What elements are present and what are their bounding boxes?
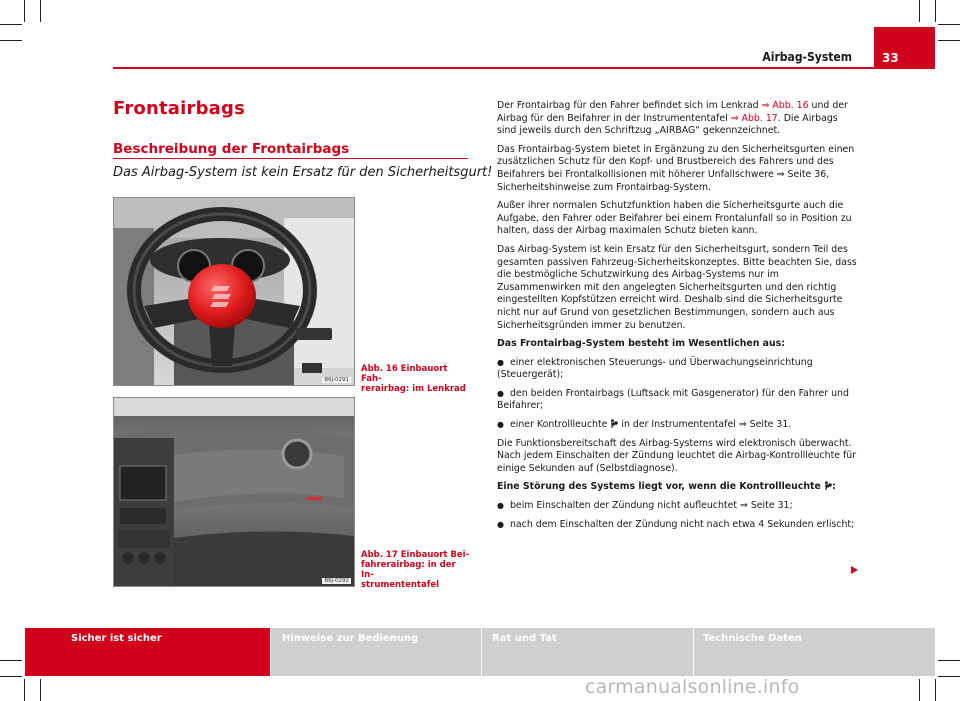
section-heading: Frontairbags — [113, 98, 246, 119]
caption-line: Abb. 17 Einbauort Bei- — [361, 550, 470, 560]
crop-mark — [0, 24, 22, 25]
crop-mark — [0, 40, 22, 41]
subsection-rule — [113, 158, 468, 159]
paragraph: Die Funktionsbereitschaft des Airbag-Systems wird elektronisch überwacht. Nach jedem Einschalten der Zündung leuchtet die Airbag-Kontrollleuchte für einige Sekunden auf (Selbstdiagnose). — [497, 437, 857, 474]
paragraph: Der Frontairbag für den Fahrer befindet sich im Lenkrad ⇒ Abb. 16 und der Airbag für den Beifahrer in der Instrumententafel ⇒ Abb. 17. Die Airbags sind jeweils durch den Schriftzug „AIRBAG“ gekennzeichnet. — [497, 100, 848, 137]
crop-mark — [938, 660, 960, 661]
figure-code: B6J-0291 — [324, 377, 349, 383]
figure-reference-link[interactable]: ⇒ Abb. 16 — [761, 100, 809, 111]
crop-mark — [40, 679, 41, 701]
figure-passenger-airbag — [113, 397, 355, 587]
header-rule — [113, 67, 935, 69]
bullet-item: ● einer elektronischen Steuerungs- und Überwachungseinrichtung (Steuergerät); — [497, 357, 857, 382]
crop-mark — [40, 0, 41, 22]
airbag-warning-icon — [824, 481, 832, 490]
figure-driver-airbag — [113, 197, 355, 386]
paragraph: Außer ihrer normalen Schutzfunktion haben die Sicherheitsgurte auch die Aufgabe, den Fahrer oder Beifahrer bei einem Frontalunfall so in Position zu halten, dass der Airbag maximalen Schutz bieten kann. — [497, 200, 852, 237]
page-number: 33 — [882, 51, 899, 65]
paragraph: Das Airbag-System ist kein Ersatz für den Sicherheitsgurt, sondern Teil des gesamten passiven Fahrzeug-Sicherheitskonzeptes. Bitte beachten Sie, dass die bestmögliche Schutzwirkung des Airbag-Systems nur im Zusammenwirken mit den angelegten Sicherheitsgurten und den richtig eingestellten Kopfstützen erreicht wird. Deshalb sind die Sicherheitsgurte nicht nur auf Grund von gesetzlichen Bestimmungen, sondern auch aus Sicherheitsgründen immer zu benutzen. — [497, 243, 857, 331]
list-heading: Das Frontairbag-System besteht im Wesentlichen aus: — [497, 338, 785, 350]
crop-mark — [935, 679, 936, 701]
figure-code: B6J-0292 — [324, 578, 349, 584]
dashboard-illustration — [114, 398, 354, 586]
crop-mark — [24, 0, 25, 22]
crop-mark — [938, 676, 960, 677]
crop-mark — [938, 40, 960, 41]
body-text — [497, 100, 857, 537]
running-header-title: Airbag-System — [762, 50, 852, 64]
paragraph: Das Frontairbag-System bietet in Ergänzung zu den Sicherheitsgurten einen zusätzlichen Schutz für den Kopf- und Brustbereich des Fahrers und des Beifahrers bei Frontalkollisionen mit höherer Unfallschwere ⇒ Seite 36, Sicherheitshinweise zum Frontairbag-System. — [497, 143, 855, 193]
crop-mark — [935, 0, 936, 22]
crop-mark — [938, 24, 960, 25]
footer-tab-rat-und-tat[interactable]: Rat und Tat — [482, 628, 693, 676]
figure-reference-link[interactable]: ⇒ Abb. 17 — [730, 112, 778, 124]
crop-mark — [0, 660, 22, 661]
figure-caption — [361, 550, 471, 590]
crop-mark — [919, 679, 920, 701]
page-number-box — [874, 27, 935, 67]
figure-caption — [361, 364, 471, 394]
footer-tab-hinweise-zur-bedienung[interactable]: Hinweise zur Bedienung — [271, 628, 481, 676]
footer-tab-sicher-ist-sicher[interactable]: Sicher ist sicher — [25, 628, 270, 676]
intro-statement: Das Airbag-System ist kein Ersatz für den Sicherheitsgurt! — [113, 165, 493, 180]
caption-line: Abb. 16 Einbauort Fah- — [361, 364, 448, 384]
crop-mark — [0, 676, 22, 677]
caption-line: rerairbag: im Lenkrad — [361, 384, 466, 394]
crop-mark — [24, 679, 25, 701]
continue-arrow-icon — [851, 566, 858, 574]
caption-line: strumententafel — [361, 580, 440, 590]
list-heading: Eine Störung des Systems liegt vor, wenn die Kontrollleuchte : — [497, 481, 836, 493]
caption-line: fahrerairbag: in der In- — [361, 560, 456, 580]
footer-tab-technische-daten[interactable]: Technische Daten — [694, 628, 935, 676]
bullet-item: ● den beiden Frontairbags (Luftsack mit Gasgenerator) für den Fahrer und Beifahrer; — [497, 388, 857, 413]
bullet-item: ● einer Kontrollleuchte in der Instrumententafel ⇒ Seite 31. — [497, 419, 857, 432]
crop-mark — [919, 0, 920, 22]
steering-wheel-illustration — [114, 198, 354, 385]
bullet-item: ● beim Einschalten der Zündung nicht aufleuchtet ⇒ Seite 31; — [497, 500, 857, 513]
bullet-item: ● nach dem Einschalten der Zündung nicht nach etwa 4 Sekunden erlischt; — [497, 519, 857, 532]
watermark: carmanualsonline.info — [585, 676, 800, 698]
subsection-heading: Beschreibung der Frontairbags — [113, 141, 350, 157]
